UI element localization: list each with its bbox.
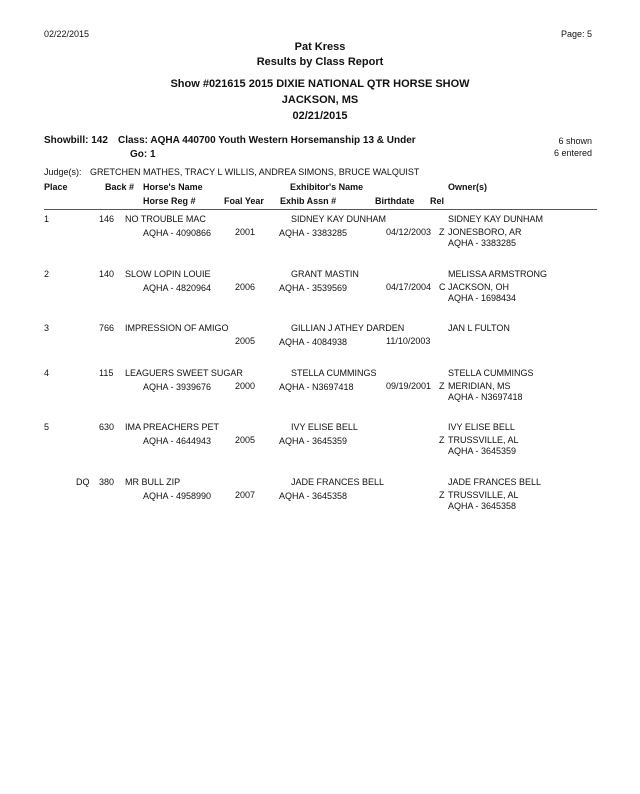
table-row <box>0 214 640 264</box>
showbill-number: Showbill: 142 <box>44 135 108 146</box>
owner-assn-cell: AQHA - 1698434 <box>448 293 517 303</box>
owner-assn-cell: AQHA - 3645359 <box>448 446 517 456</box>
foal-year-cell: 2007 <box>235 490 256 500</box>
foal-year-cell: 2005 <box>235 336 256 346</box>
foal-year-cell: 2001 <box>235 227 256 237</box>
table-row <box>0 368 640 418</box>
horse-name-cell: IMPRESSION OF AMIGO <box>125 323 229 333</box>
col-foal-year: Foal Year <box>224 196 264 206</box>
judges-label: Judge(s): <box>44 167 82 177</box>
foal-year-cell: 2005 <box>235 435 256 445</box>
exhibitor-name-cell: JADE FRANCES BELL <box>291 477 385 487</box>
owner-city-cell: TRUSSVILLE, AL <box>448 490 519 500</box>
owner-assn-cell: AQHA - N3697418 <box>448 392 523 402</box>
rel-cell: Z <box>439 381 445 391</box>
company-name: Pat Kress <box>294 41 346 53</box>
horse-name-cell: LEAGUERS SWEET SUGAR <box>125 368 243 378</box>
go-number: Go: 1 <box>130 149 156 160</box>
horse-reg-cell: AQHA - 4820964 <box>143 283 212 293</box>
exhibitor-name-cell: GILLIAN J ATHEY DARDEN <box>291 323 405 333</box>
judges-list: GRETCHEN MATHES, TRACY L WILLIS, ANDREA SIMONS, BRUCE WALQUIST <box>90 167 420 177</box>
class-name: Class: AQHA 440700 Youth Western Horsemanship 13 & Under <box>118 135 416 146</box>
back-number-cell: 115 <box>99 368 114 378</box>
birthdate-cell: 04/12/2003 <box>386 227 432 237</box>
back-number-cell: 380 <box>99 477 115 487</box>
back-number-cell: 140 <box>99 269 115 279</box>
shown-count: 6 shown <box>558 136 592 146</box>
place-cell: DQ <box>76 477 90 487</box>
owner-name-cell: STELLA CUMMINGS <box>448 368 534 378</box>
owner-city-cell: TRUSSVILLE, AL <box>448 435 519 445</box>
back-number-cell: 766 <box>99 323 115 333</box>
owner-city-cell: JACKSON, OH <box>448 282 510 292</box>
exhib-assn-cell: AQHA - 3645358 <box>279 491 348 501</box>
horse-name-cell: SLOW LOPIN LOUIE <box>125 269 211 279</box>
rel-cell: Z <box>439 435 445 445</box>
owner-name-cell: JADE FRANCES BELL <box>448 477 542 487</box>
show-date: 02/21/2015 <box>292 110 348 122</box>
place-cell: 3 <box>44 323 50 333</box>
place-cell: 2 <box>44 269 50 279</box>
col-birthdate: Birthdate <box>375 196 415 206</box>
back-number-cell: 630 <box>99 422 115 432</box>
col-exhib-assn: Exhib Assn # <box>280 196 337 206</box>
page-number: Page: 5 <box>560 29 592 39</box>
horse-name-cell: MR BULL ZIP <box>125 477 181 487</box>
exhibitor-name-cell: STELLA CUMMINGS <box>291 368 377 378</box>
table-row <box>0 422 640 472</box>
horse-reg-cell: AQHA - 4958990 <box>143 491 212 501</box>
col-owners: Owner(s) <box>448 182 488 192</box>
owner-name-cell: SIDNEY KAY DUNHAM <box>448 214 544 224</box>
horse-name-cell: NO TROUBLE MAC <box>125 214 206 224</box>
table-row <box>0 269 640 319</box>
header-rule <box>44 209 597 210</box>
owner-assn-cell: AQHA - 3645358 <box>448 501 517 511</box>
exhibitor-name-cell: GRANT MASTIN <box>291 269 359 279</box>
exhibitor-name-cell: IVY ELISE BELL <box>291 422 358 432</box>
rel-cell: Z <box>439 490 445 500</box>
table-row <box>0 323 640 373</box>
exhib-assn-cell: AQHA - N3697418 <box>279 382 354 392</box>
owner-name-cell: JAN L FULTON <box>448 323 510 333</box>
rel-cell: C <box>439 282 446 292</box>
owner-name-cell: IVY ELISE BELL <box>448 422 515 432</box>
owner-city-cell: JONESBORO, AR <box>448 227 522 237</box>
owner-assn-cell: AQHA - 3383285 <box>448 238 517 248</box>
show-title: Show #021615 2015 DIXIE NATIONAL QTR HORSE SHOW <box>170 78 470 90</box>
exhib-assn-cell: AQHA - 3539569 <box>279 283 348 293</box>
col-horse-name: Horse's Name <box>143 182 203 192</box>
exhibitor-name-cell: SIDNEY KAY DUNHAM <box>291 214 387 224</box>
place-cell: 1 <box>44 214 50 224</box>
owner-name-cell: MELISSA ARMSTRONG <box>448 269 548 279</box>
entered-count: 6 entered <box>553 148 592 158</box>
exhib-assn-cell: AQHA - 4084938 <box>279 337 348 347</box>
birthdate-cell: 09/19/2001 <box>386 381 432 391</box>
horse-reg-cell: AQHA - 4644943 <box>143 436 212 446</box>
horse-reg-cell: AQHA - 4090866 <box>143 228 212 238</box>
foal-year-cell: 2000 <box>235 381 256 391</box>
exhib-assn-cell: AQHA - 3645359 <box>279 436 348 446</box>
col-horse-reg: Horse Reg # <box>143 196 196 206</box>
report-title: Results by Class Report <box>256 56 384 68</box>
rel-cell: Z <box>439 227 445 237</box>
place-cell: 5 <box>44 422 50 432</box>
col-exhibitor-name: Exhibitor's Name <box>290 182 364 192</box>
col-back: Back # <box>105 182 135 192</box>
horse-name-cell: IMA PREACHERS PET <box>125 422 220 432</box>
horse-reg-cell: AQHA - 3939676 <box>143 382 212 392</box>
col-rel: Rel <box>430 196 445 206</box>
print-date: 02/22/2015 <box>44 29 90 39</box>
col-place: Place <box>44 182 68 192</box>
back-number-cell: 146 <box>99 214 115 224</box>
table-row <box>0 477 640 527</box>
foal-year-cell: 2006 <box>235 282 256 292</box>
birthdate-cell: 11/10/2003 <box>386 336 431 346</box>
birthdate-cell: 04/17/2004 <box>386 282 432 292</box>
owner-city-cell: MERIDIAN, MS <box>448 381 511 391</box>
place-cell: 4 <box>44 368 50 378</box>
show-location: JACKSON, MS <box>281 94 359 106</box>
exhib-assn-cell: AQHA - 3383285 <box>279 228 348 238</box>
